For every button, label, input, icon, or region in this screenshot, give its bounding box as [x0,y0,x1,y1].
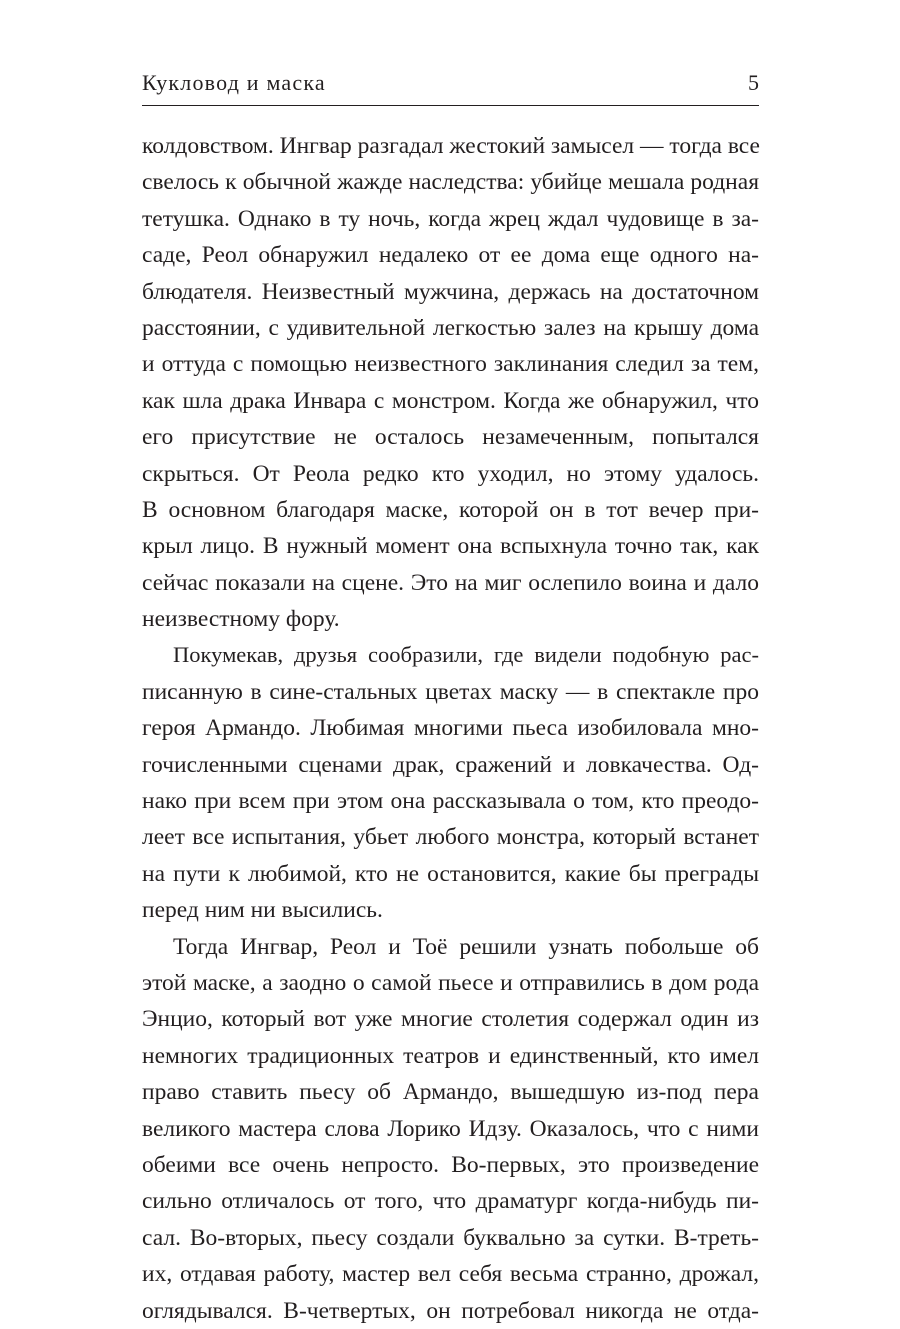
text-line: перед ним ни высились. [142,897,383,924]
text-line: В основном благодаря маске, которой он в тот вечер при- [142,496,759,523]
text-line: писанную в сине-стальных цветах маску — в спектакле про [142,678,759,705]
page-number: 5 [748,70,759,95]
text-line: Энцио, который вот уже многие столетия содержал один из [142,1006,759,1033]
text-line: леет все испытания, убьет любого монстра, который встанет [142,824,759,851]
text-line: свелось к обычной жажде наследства: убийце мешала родная [142,169,759,196]
text-line: на пути к любимой, кто не остановится, какие бы преграды [142,860,759,887]
header-rule [142,105,759,106]
text-line: саде, Реол обнаружил недалеко от ее дома еще одного на- [142,242,759,269]
running-title: Кукловод и маска [142,70,326,95]
running-header [142,66,759,100]
text-line: героя Армандо. Любимая многими пьеса изобиловала мно- [142,715,759,742]
body-text [142,128,759,1329]
text-line: тетушка. Однако в ту ночь, когда жрец ждал чудовище в за- [142,205,759,232]
text-line: колдовством. Ингвар разгадал жестокий замысел — тогда все [142,133,760,159]
text-line: этой маске, а заодно о самой пьесе и отправились в дом рода [142,969,759,996]
text-line: сильно отличалось от того, что драматург когда-нибудь пи- [142,1188,759,1215]
text-line: их, отдавая работу, мастер вел себя весьма странно, дрожал, [142,1261,759,1288]
text-line: нако при всем при этом она рассказывала о том, кто преодо- [142,788,759,815]
text-line: сейчас показали на сцене. Это на миг ослепило воина и дало [142,569,759,596]
text-line: Покумекав, друзья сообразили, где видели подобную рас- [173,642,759,668]
text-line: блюдателя. Неизвестный мужчина, держась на достаточном [142,278,759,305]
text-line: расстоянии, с удивительной легкостью залез на крышу дома [142,314,759,341]
text-line: гочисленными сценами драк, сражений и ловкачества. Од- [142,751,759,778]
text-line: оглядывался. В-четвертых, он потребовал никогда не отда- [142,1297,759,1324]
text-line: неизвестному фору. [142,606,340,633]
text-line: и оттуда с помощью неизвестного заклинания следил за тем, [142,351,759,378]
text-line: обеими все очень непросто. Во-первых, это произведение [142,1151,759,1178]
text-line: великого мастера слова Лорико Идзу. Оказалось, что с ними [142,1115,759,1142]
text-line: сал. Во-вторых, пьесу создали буквально за сутки. В-треть- [142,1224,759,1251]
text-line: его присутствие не осталось незамеченным, попытался [142,424,759,451]
text-line: крыл лицо. В нужный момент она вспыхнула точно так, как [142,533,759,560]
text-line: скрыться. От Реола редко кто уходил, но этому удалось. [142,460,759,487]
text-line: право ставить пьесу об Армандо, вышедшую из-под пера [142,1079,759,1106]
text-line: Тогда Ингвар, Реол и Тоё решили узнать побольше об [173,933,759,960]
text-line: немногих традиционных театров и единственный, кто имел [142,1042,759,1069]
text-line: как шла драка Инвара с монстром. Когда же обнаружил, что [142,387,759,414]
